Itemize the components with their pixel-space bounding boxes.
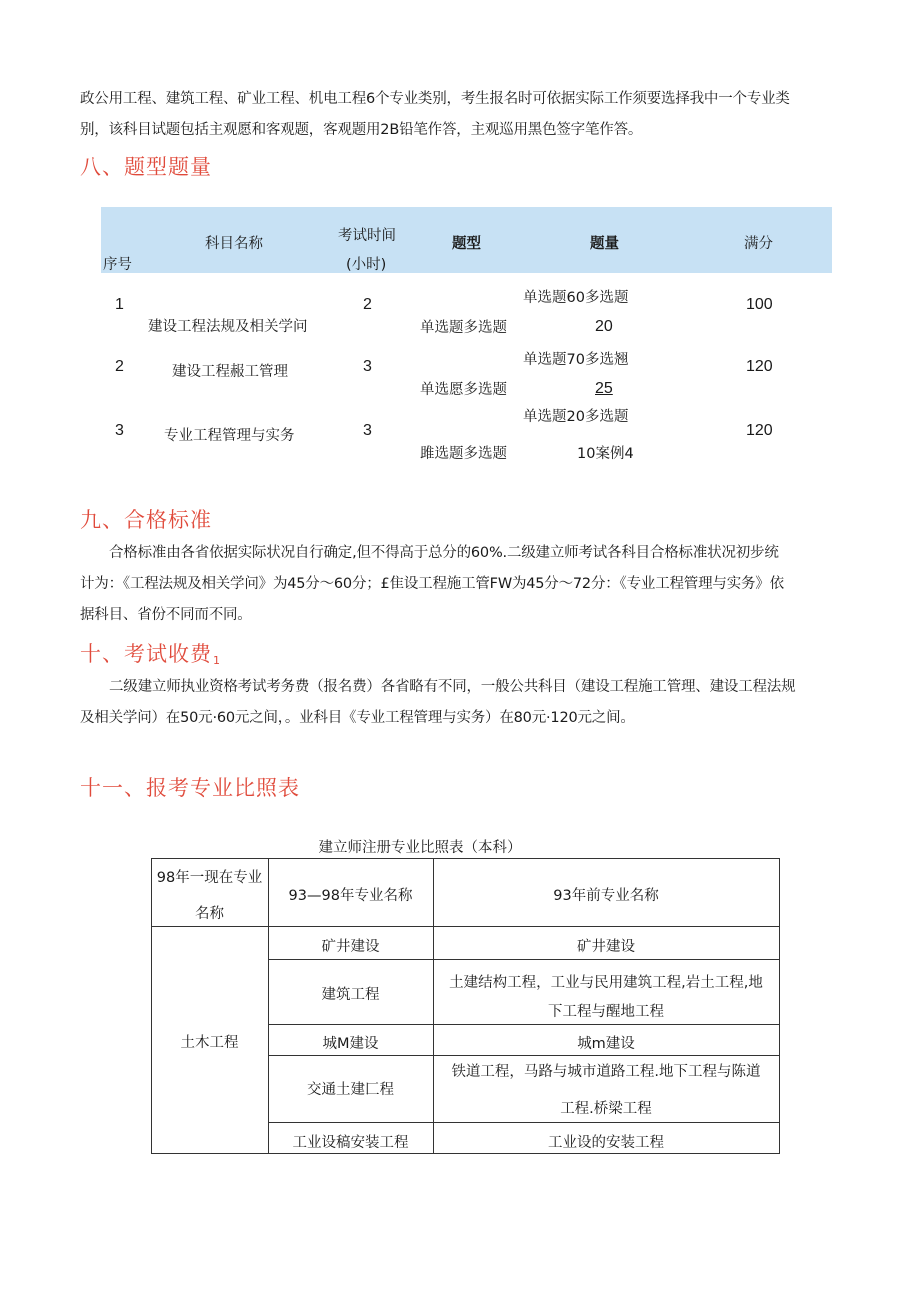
row2-time: 3 [363,358,372,375]
cmp-row5-mid: 工业设稿安装工程 [292,1135,409,1151]
cmp-row4-old-1: 铁道工程，马路与城市道路工程.地下工程与陈道 [451,1064,761,1080]
row1-full: 100 [746,296,773,313]
row2-full: 120 [746,358,773,375]
row2-subject: 建设工程赧工管理 [172,364,288,380]
header-count: 题量 [590,236,619,252]
cmp-row2-old-1: 土建结构工程，工业与民用建筑工程,岩土工程,地 [449,975,763,991]
row1-seq: 1 [115,296,124,313]
cmp-group-civil: 土木工程 [180,1035,239,1051]
section-10-superscript: 1 [213,654,221,667]
section-8-heading: 八、题型题量 [80,155,212,179]
section-10-line-2: 及相关学问）在50元·60元之间，。业科目《专业工程管理与实务）在80元·120元之间。 [80,710,635,726]
section-10-heading [80,638,221,668]
section-10-paragraph-cont [80,703,855,734]
section-9-line-3: 据科目、省份不同而不同。 [80,607,252,623]
row3-type: 雎选题多选题 [420,446,507,462]
cmp-header-col1-line1: 98年一现在专业 [156,870,263,886]
section-10-line-1: 二级建立师执业资格考试考务费（报名费）各省略有不同，一般公共科目（建设工程施工管理、建设工程法规 [109,679,796,695]
header-seq: 序号 [103,257,132,273]
row3-count-2: 10案例4 [577,446,634,462]
cmp-row4-old-2: 工程.桥梁工程 [560,1101,652,1117]
row1-count-2: 20 [595,318,613,335]
row3-time: 3 [363,422,372,439]
row2-count-2: 25 [595,380,613,397]
cmp-row4-mid: 交通土建匚程 [307,1082,394,1098]
row2-count-1: 单选题70多选翘 [523,352,629,368]
cmp-row5-old: 工业设的安装工程 [548,1135,664,1151]
row3-count-1: 单选题20多选题 [523,409,629,425]
intro-line-2: 别，该科目试题包括主观愿和客观题，客观题用2B铅笔作答，主观巡用黑色签字笔作答。 [80,122,643,138]
cmp-row1-old: 矿井建设 [577,939,635,955]
cmp-row2-mid: 建筑工程 [321,987,380,1003]
header-type: 题型 [452,236,481,252]
cmp-header-col3: 93年前专业名称 [553,888,659,904]
section-11-heading: 十一、报考专业比照表 [80,776,300,800]
row1-count-1: 单选题60多选题 [523,290,629,306]
row2-seq: 2 [115,358,124,375]
comparison-table-title: 建立师注册专业比照表（本科） [318,840,522,856]
row1-subject: 建设工程法规及相关学问 [148,319,308,335]
intro-line-1: 政公用工程、建筑工程、矿业工程、机电工程6个专业类别，考生报名时可依据实际工作须要选择我中一个专业类 [80,91,790,107]
row1-time: 2 [363,296,372,313]
row1-type: 单选题多选题 [420,320,507,336]
intro-paragraph [80,84,855,146]
section-9-paragraph-cont [80,569,855,631]
cmp-row2-old-2: 下工程与醒地工程 [548,1004,664,1020]
header-time-2: (小时) [346,257,387,273]
section-9-line-2: 计为：《工程法规及相关学问》为45分〜60分；£隹设工程施工管FW为45分〜72分：《专业工程管理与实务》依 [80,576,784,592]
header-full: 满分 [744,236,773,252]
cmp-row3-old: 城m建设 [577,1036,635,1052]
section-10-title: 十、考试收费 [80,642,212,666]
cmp-row1-mid: 矿井建设 [321,939,380,955]
section-10-paragraph [80,672,855,703]
row2-type: 单选愿多选题 [420,382,507,398]
cmp-header-col2: 93—98年专业名称 [288,888,413,904]
cmp-header-col1-line2: 名称 [195,906,224,922]
cmp-row3-mid: 城M建设 [322,1036,379,1052]
section-9-line-1: 合格标准由各省依据实际状况自行确定,但不得高于总分的60%.二级建立师考试各科目合格标准状况初步统 [109,545,779,561]
section-9-paragraph [80,538,855,569]
section-9-heading: 九、合格标准 [80,508,212,532]
row3-full: 120 [746,422,773,439]
header-subject: 科目名称 [205,236,263,252]
header-time-1: 考试时间 [338,228,396,244]
row3-subject: 专业工程管理与实务 [164,428,295,444]
row3-seq: 3 [115,422,124,439]
